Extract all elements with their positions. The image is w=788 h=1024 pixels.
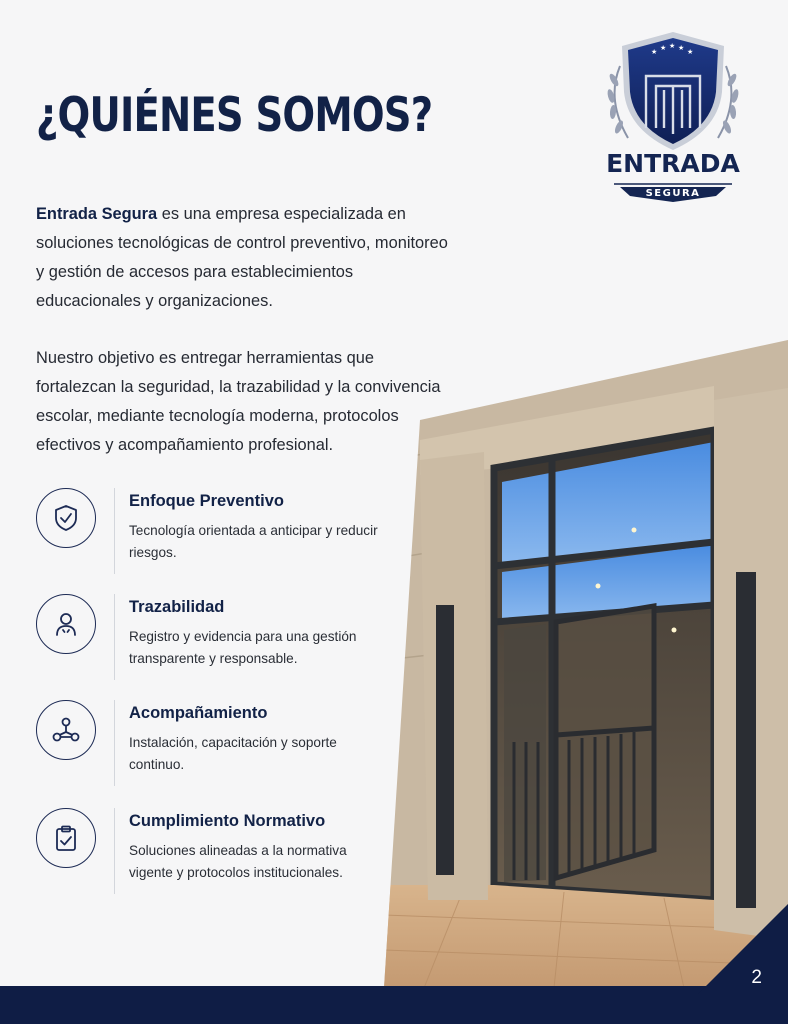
feature-description: Tecnología orientada a anticipar y reducir riesgos.	[129, 523, 378, 560]
feature-divider	[114, 488, 115, 574]
page-number: 2	[751, 967, 762, 988]
corner-accent	[698, 904, 788, 994]
objective-paragraph: Nuestro objetivo es entregar herramientas que fortalezcan la seguridad, la trazabilidad y la convivencia escolar, mediante tecnología moderna, protocolos efectivos y acompañamiento profesional.	[36, 349, 441, 454]
feature-item	[36, 808, 396, 880]
feature-description: Instalación, capacitación y soporte continuo.	[129, 735, 337, 772]
logo-text-entrada: ENTRADA	[606, 149, 740, 178]
feature-divider	[114, 594, 115, 680]
network-icon	[52, 716, 80, 744]
entrada-segura-logo	[598, 30, 748, 212]
shield-check-icon	[52, 504, 80, 532]
footer-bar	[0, 986, 788, 1024]
entrance-gate-photo	[384, 340, 788, 988]
feature-title: Trazabilidad	[129, 598, 225, 616]
feature-description: Registro y evidencia para una gestión transparente y responsable.	[129, 629, 357, 666]
feature-title: Acompañamiento	[129, 704, 268, 722]
feature-item	[36, 700, 396, 772]
feature-icon-circle	[36, 700, 96, 760]
intro-paragraph	[36, 200, 456, 316]
page-title: ¿QUIÉNES SOMOS?	[36, 88, 433, 143]
feature-icon-circle	[36, 594, 96, 654]
person-icon	[52, 610, 80, 638]
feature-icon-circle	[36, 808, 96, 868]
svg-text:★: ★	[669, 42, 676, 50]
svg-text:★: ★	[651, 48, 658, 56]
svg-text:★: ★	[678, 44, 685, 52]
feature-divider	[114, 700, 115, 786]
feature-item	[36, 488, 396, 560]
logo-text-segura: SEGURA	[645, 188, 701, 199]
clipboard-check-icon	[52, 824, 80, 852]
feature-title: Enfoque Preventivo	[129, 492, 284, 510]
intro-text: es una empresa especializada en soluciones tecnológicas de control preventivo, monitoreo y gestión de accesos para establecimientos educacionales y organizaciones.	[36, 205, 448, 310]
feature-divider	[114, 808, 115, 894]
svg-text:★: ★	[660, 44, 667, 52]
svg-text:★: ★	[687, 48, 694, 56]
feature-description: Soluciones alineadas a la normativa vigente y protocolos institucionales.	[129, 843, 347, 880]
feature-title: Cumplimiento Normativo	[129, 812, 326, 830]
feature-icon-circle	[36, 488, 96, 548]
feature-item	[36, 594, 396, 666]
company-name: Entrada Segura	[36, 205, 158, 223]
